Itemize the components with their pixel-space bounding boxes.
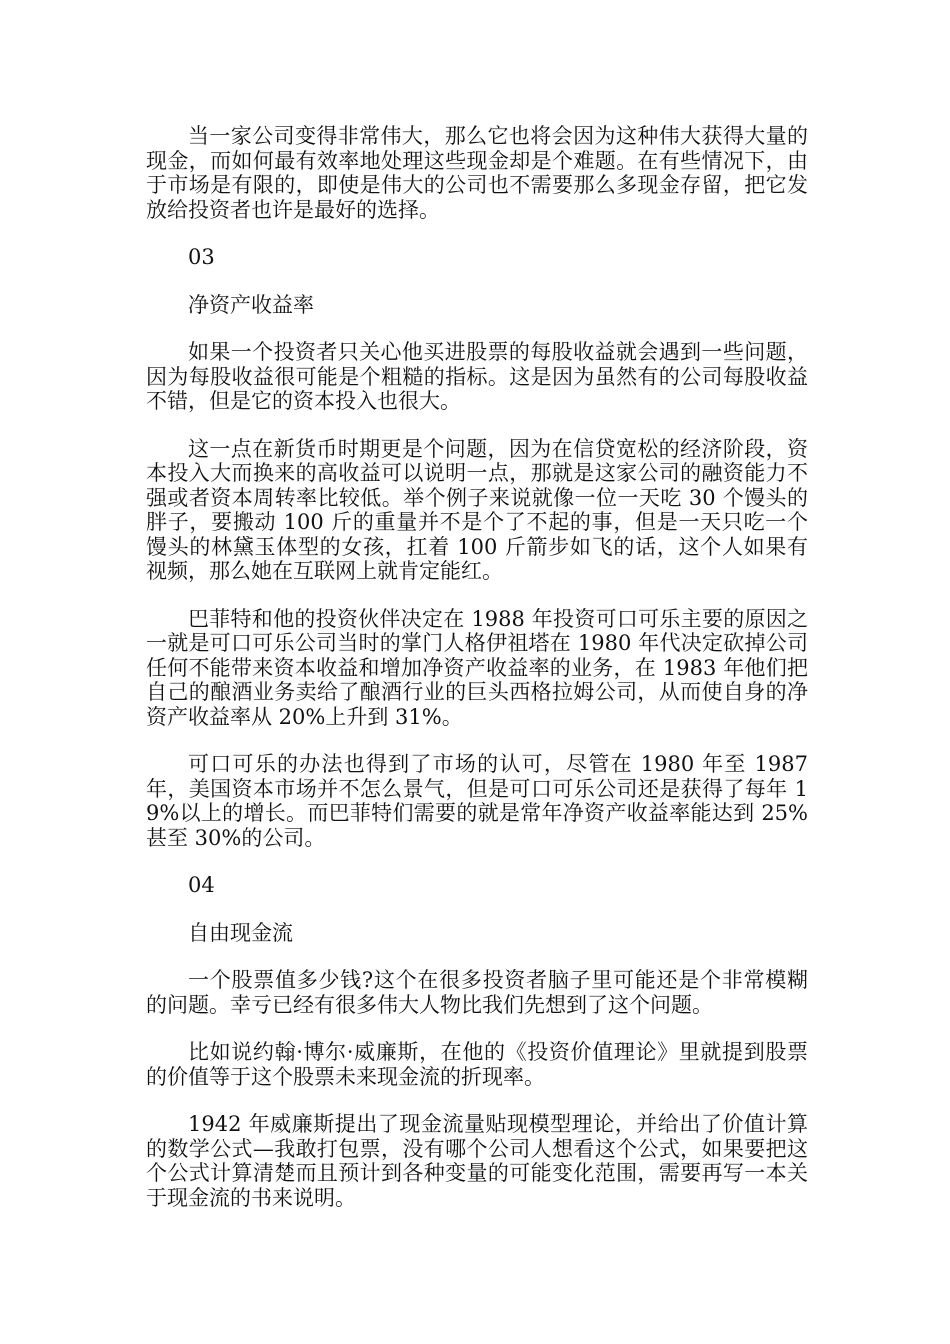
paragraph: 当一家公司变得非常伟大，那么它也将会因为这种伟大获得大量的现金，而如何最有效率地处理这些现金却是个难题。在有些情况下，由于市场是有限的，即使是伟大的公司也不需要那么多现金存留，把它发放给投资者也许是最好的选择。	[146, 124, 808, 222]
document-body	[146, 124, 808, 1233]
section-title: 净资产收益率	[188, 292, 314, 317]
paragraph: 巴菲特和他的投资伙伴决定在 1988 年投资可口可乐主要的原因之一就是可口可乐公司当时的掌门人格伊祖塔在 1980 年代决定砍掉公司任何不能带来资本收益和增加净资产收益率的业务，在 1983 年他们把自己的酿酒业务卖给了酿酒行业的巨头西格拉姆公司，从而使自身的净资产收益率从 20%上升到 31%。	[146, 606, 808, 729]
section-title: 自由现金流	[188, 920, 293, 945]
paragraph: 比如说约翰·博尔·威廉斯，在他的《投资价值理论》里就提到股票的价值等于这个股票未来现金流的折现率。	[146, 1040, 808, 1089]
paragraph: 如果一个投资者只关心他买进股票的每股收益就会遇到一些问题，因为每股收益很可能是个粗糙的指标。这是因为虽然有的公司每股收益不错，但是它的资本投入也很大。	[146, 340, 808, 413]
paragraph: 1942 年威廉斯提出了现金流量贴现模型理论，并给出了价值计算的数学公式—我敢打包票，没有哪个公司人想看这个公式，如果要把这个公式计算清楚而且预计到各种变量的可能变化范围，需要再写一本关于现金流的书来说明。	[146, 1112, 808, 1210]
paragraph: 这一点在新货币时期更是个问题，因为在信贷宽松的经济阶段，资本投入大而换来的高收益可以说明一点，那就是这家公司的融资能力不强或者资本周转率比较低。举个例子来说就像一位一天吃 30 个馒头的胖子，要搬动 100 斤的重量并不是个了不起的事，但是一天只吃一个馒头的林黛玉体型的女孩，扛着 100 斤箭步如飞的话，这个人如果有视频，那么她在互联网上就肯定能红。	[146, 436, 808, 583]
paragraph: 一个股票值多少钱?这个在很多投资者脑子里可能还是个非常模糊的问题。幸亏已经有很多伟大人物比我们先想到了这个问题。	[146, 968, 808, 1017]
section-number: 04	[188, 873, 215, 897]
paragraph: 可口可乐的办法也得到了市场的认可，尽管在 1980 年至 1987 年，美国资本市场并不怎么景气，但是可口可乐公司还是获得了每年 19%以上的增长。而巴菲特们需要的就是常年净资产收益率能达到 25%甚至 30%的公司。	[146, 752, 808, 850]
section-number: 03	[188, 245, 215, 269]
